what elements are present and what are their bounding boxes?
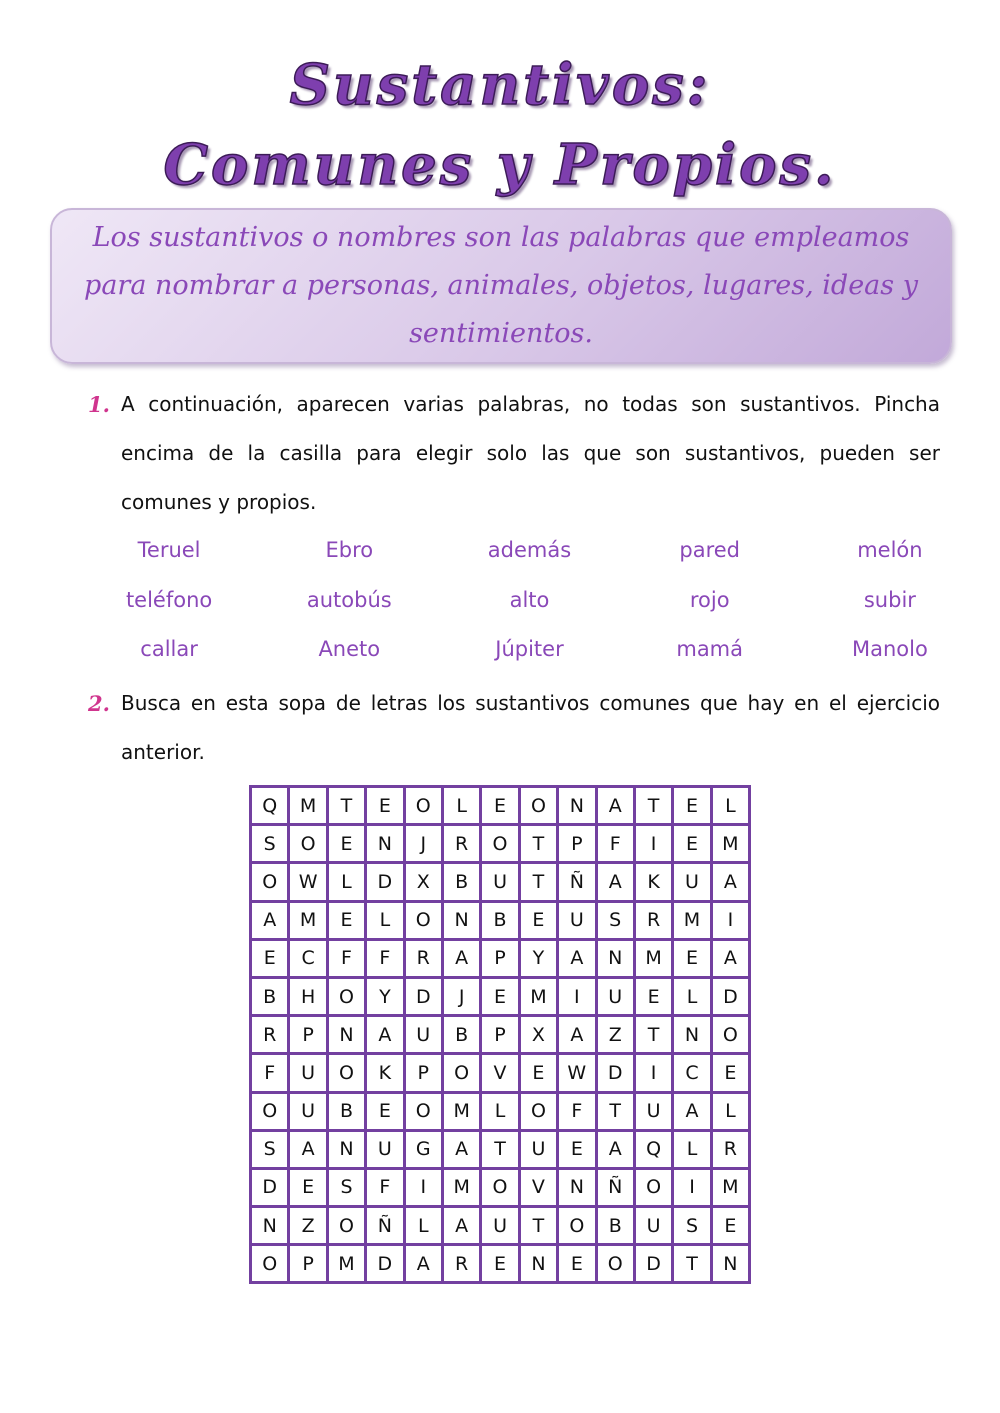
word-search-cell[interactable]: E <box>558 1130 596 1168</box>
word-search-cell[interactable]: N <box>327 1130 365 1168</box>
word-search-cell[interactable]: R <box>404 939 442 977</box>
word-search-cell[interactable]: Q <box>634 1130 672 1168</box>
word-search-cell[interactable]: B <box>251 977 289 1015</box>
word-search-cell[interactable]: D <box>596 1054 634 1092</box>
word-search-row <box>251 1016 750 1054</box>
word-search-cell[interactable]: H <box>289 977 327 1015</box>
word-search-cell[interactable]: A <box>558 939 596 977</box>
word-search-cell[interactable]: E <box>673 787 711 825</box>
word-search-cell[interactable]: R <box>711 1130 749 1168</box>
word-search-cell[interactable]: L <box>673 977 711 1015</box>
exercise-1 <box>88 380 940 527</box>
word-search-cell[interactable]: E <box>289 1168 327 1206</box>
word-choice[interactable]: melón <box>857 538 923 562</box>
word-search-cell[interactable]: R <box>634 901 672 939</box>
word-search-cell[interactable]: M <box>289 787 327 825</box>
word-search-cell[interactable]: U <box>481 1207 519 1245</box>
word-search-cell[interactable]: O <box>404 901 442 939</box>
word-search-cell[interactable]: P <box>481 939 519 977</box>
word-search-cell[interactable]: T <box>634 787 672 825</box>
word-search-row <box>251 1092 750 1130</box>
word-search-cell[interactable]: B <box>481 901 519 939</box>
word-search-cell[interactable]: M <box>711 825 749 863</box>
word-search-cell[interactable]: A <box>442 939 480 977</box>
word-search-row <box>251 901 750 939</box>
word-search-cell[interactable]: S <box>327 1168 365 1206</box>
word-search-row <box>251 1245 750 1283</box>
word-search-cell[interactable]: D <box>251 1168 289 1206</box>
word-search-cell[interactable]: P <box>289 1245 327 1283</box>
word-search-cell[interactable]: O <box>404 1092 442 1130</box>
word-search-cell[interactable]: U <box>634 1092 672 1130</box>
word-choice[interactable]: autobús <box>306 587 392 612</box>
word-search-cell[interactable]: T <box>673 1245 711 1283</box>
word-search-cell[interactable]: L <box>327 863 365 901</box>
word-choice[interactable]: Ebro <box>325 538 374 562</box>
word-search-cell[interactable]: D <box>634 1245 672 1283</box>
word-search-cell[interactable]: R <box>442 825 480 863</box>
word-search-cell[interactable]: J <box>442 977 480 1015</box>
word-search-cell[interactable]: Ñ <box>558 863 596 901</box>
word-search-cell[interactable]: M <box>442 1092 480 1130</box>
word-search-cell[interactable]: E <box>327 825 365 863</box>
word-search-cell[interactable]: O <box>289 825 327 863</box>
word-search-grid <box>249 785 751 1284</box>
word-search-cell[interactable]: U <box>558 901 596 939</box>
word-choice[interactable]: subir <box>863 587 916 612</box>
word-search-cell[interactable]: F <box>327 939 365 977</box>
word-search-cell[interactable]: O <box>251 863 289 901</box>
word-search-cell[interactable]: A <box>289 1130 327 1168</box>
definition-text: Los sustantivos o nombres son las palabras que empleamos para nombrar a personas, animales, objetos, lugares, ideas y sentimientos. <box>84 222 918 349</box>
word-search-cell[interactable]: T <box>327 787 365 825</box>
word-search-cell[interactable]: W <box>289 863 327 901</box>
word-choice[interactable]: además <box>487 538 572 562</box>
word-search-cell[interactable]: F <box>366 939 404 977</box>
word-search-cell[interactable]: Q <box>251 787 289 825</box>
word-choice[interactable]: callar <box>140 637 198 661</box>
word-search-cell[interactable]: O <box>327 1054 365 1092</box>
word-search-cell[interactable]: L <box>673 1130 711 1168</box>
word-search-cell[interactable]: C <box>673 1054 711 1092</box>
word-search-cell[interactable]: Z <box>596 1016 634 1054</box>
word-search-row <box>251 1130 750 1168</box>
word-search-cell[interactable]: E <box>481 1245 519 1283</box>
page-title-line-1: Sustantivos: <box>289 52 711 118</box>
word-search-cell[interactable]: E <box>673 825 711 863</box>
word-search-cell[interactable]: R <box>442 1245 480 1283</box>
word-search-cell[interactable]: E <box>673 939 711 977</box>
word-search-cell[interactable]: E <box>366 787 404 825</box>
word-search-cell[interactable]: U <box>366 1130 404 1168</box>
word-search-cell[interactable]: M <box>673 901 711 939</box>
word-choice[interactable]: pared <box>679 538 740 562</box>
word-search-cell[interactable]: K <box>634 863 672 901</box>
exercise-1-number: 1. <box>88 392 110 417</box>
word-search-row <box>251 863 750 901</box>
exercise-1-instructions: A continuación, aparecen varias palabras, no todas son sustantivos. Pincha encima de la casilla para elegir solo las que son sustantivos, pueden ser comunes y propios. <box>121 392 940 514</box>
word-search-cell[interactable]: J <box>404 825 442 863</box>
word-search-cell[interactable]: O <box>481 825 519 863</box>
word-search-cell[interactable]: N <box>519 1245 557 1283</box>
word-search-cell[interactable]: E <box>327 901 365 939</box>
word-search-row <box>251 1207 750 1245</box>
word-search-cell[interactable]: W <box>558 1054 596 1092</box>
word-search-row <box>251 939 750 977</box>
word-search-cell[interactable]: U <box>519 1130 557 1168</box>
word-search-cell[interactable]: I <box>558 977 596 1015</box>
word-search-cell[interactable]: A <box>596 1130 634 1168</box>
word-choice[interactable]: Aneto <box>318 637 381 661</box>
word-search-cell[interactable]: N <box>711 1245 749 1283</box>
word-search-cell[interactable]: E <box>251 939 289 977</box>
word-search-cell[interactable]: M <box>442 1168 480 1206</box>
word-search-cell[interactable]: A <box>596 787 634 825</box>
word-search-cell[interactable]: N <box>442 901 480 939</box>
word-search-cell[interactable]: A <box>366 1016 404 1054</box>
exercise-2 <box>88 679 940 777</box>
word-search-cell[interactable]: S <box>673 1207 711 1245</box>
word-search-cell[interactable]: A <box>558 1016 596 1054</box>
word-search-cell[interactable]: D <box>366 863 404 901</box>
word-search-cell[interactable]: N <box>251 1207 289 1245</box>
word-search-cell[interactable]: O <box>251 1092 289 1130</box>
word-search-cell[interactable]: V <box>519 1168 557 1206</box>
word-search-cell[interactable]: E <box>711 1207 749 1245</box>
word-search-cell[interactable]: A <box>442 1130 480 1168</box>
word-choice[interactable]: teléfono <box>125 587 213 612</box>
word-search-cell[interactable]: E <box>519 1054 557 1092</box>
word-search-cell[interactable]: I <box>634 825 672 863</box>
word-search-cell[interactable]: I <box>673 1168 711 1206</box>
word-search-cell[interactable]: N <box>366 825 404 863</box>
word-search-cell[interactable]: B <box>327 1092 365 1130</box>
word-search-cell[interactable]: E <box>634 977 672 1015</box>
word-search-cell[interactable]: O <box>558 1207 596 1245</box>
word-search-cell[interactable]: F <box>596 825 634 863</box>
word-search-cell[interactable]: M <box>289 901 327 939</box>
word-search-cell[interactable]: I <box>404 1168 442 1206</box>
word-search-cell[interactable]: Y <box>519 939 557 977</box>
word-search-cell[interactable]: F <box>251 1054 289 1092</box>
word-search-cell[interactable]: T <box>596 1092 634 1130</box>
word-search-cell[interactable]: L <box>711 1092 749 1130</box>
word-search-cell[interactable]: O <box>711 1016 749 1054</box>
word-search-cell[interactable]: A <box>711 939 749 977</box>
word-search-cell[interactable]: C <box>289 939 327 977</box>
word-search-cell[interactable]: B <box>442 863 480 901</box>
word-search-cell[interactable]: B <box>442 1016 480 1054</box>
word-search-cell[interactable]: P <box>558 825 596 863</box>
word-search-cell[interactable]: P <box>404 1054 442 1092</box>
word-search-cell[interactable]: E <box>366 1092 404 1130</box>
word-search-cell[interactable]: A <box>596 863 634 901</box>
word-search-cell[interactable]: U <box>673 863 711 901</box>
word-search-cell[interactable]: A <box>404 1245 442 1283</box>
word-search-cell[interactable]: T <box>519 863 557 901</box>
word-search-cell[interactable]: N <box>673 1016 711 1054</box>
word-search-row <box>251 825 750 863</box>
word-search-cell[interactable]: D <box>711 977 749 1015</box>
word-search-cell[interactable]: O <box>442 1054 480 1092</box>
word-search-cell[interactable]: N <box>596 939 634 977</box>
word-search-cell[interactable]: D <box>366 1245 404 1283</box>
word-search-cell[interactable]: U <box>481 863 519 901</box>
word-choice[interactable]: mamá <box>676 637 744 661</box>
word-search-cell[interactable]: A <box>711 863 749 901</box>
word-search-cell[interactable]: K <box>366 1054 404 1092</box>
word-search-cell[interactable]: L <box>442 787 480 825</box>
word-search-cell[interactable]: M <box>519 977 557 1015</box>
word-search-cell[interactable]: U <box>596 977 634 1015</box>
word-choice-grid <box>79 526 980 675</box>
word-choice[interactable]: alto <box>509 587 550 612</box>
definition-box <box>50 208 952 364</box>
word-search-cell[interactable]: E <box>711 1054 749 1092</box>
word-search-cell[interactable]: S <box>251 1130 289 1168</box>
word-search-cell[interactable]: Y <box>366 977 404 1015</box>
word-search-row <box>251 1168 750 1206</box>
word-search-cell[interactable]: N <box>327 1016 365 1054</box>
word-search-cell[interactable]: E <box>558 1245 596 1283</box>
word-search-cell[interactable]: O <box>404 787 442 825</box>
word-search-cell[interactable]: O <box>634 1168 672 1206</box>
word-search-cell[interactable]: A <box>673 1092 711 1130</box>
word-search-cell[interactable]: T <box>519 825 557 863</box>
word-search-cell[interactable]: M <box>634 939 672 977</box>
page-title-line-2: Comunes y Propios. <box>163 132 837 198</box>
word-search-cell[interactable]: U <box>289 1092 327 1130</box>
word-search-cell[interactable]: L <box>366 901 404 939</box>
word-search-cell[interactable]: O <box>596 1245 634 1283</box>
word-search-cell[interactable]: Z <box>289 1207 327 1245</box>
word-search-cell[interactable]: X <box>404 863 442 901</box>
word-search-cell[interactable]: U <box>404 1016 442 1054</box>
word-search-cell[interactable]: V <box>481 1054 519 1092</box>
word-search-cell[interactable]: L <box>711 787 749 825</box>
word-search-cell[interactable]: I <box>711 901 749 939</box>
word-choice[interactable]: rojo <box>689 587 730 612</box>
word-search-cell[interactable]: P <box>289 1016 327 1054</box>
word-search-cell[interactable]: M <box>327 1245 365 1283</box>
word-search-cell[interactable]: R <box>251 1016 289 1054</box>
word-search-cell[interactable]: O <box>251 1245 289 1283</box>
word-choice[interactable]: Júpiter <box>495 637 564 661</box>
exercise-2-instructions: Busca en esta sopa de letras los sustantivos comunes que hay en el ejercicio anterior. <box>121 691 940 764</box>
word-search-cell[interactable]: F <box>366 1168 404 1206</box>
word-search-cell[interactable]: O <box>327 977 365 1015</box>
word-search-cell[interactable]: I <box>634 1054 672 1092</box>
word-search-cell[interactable]: Ñ <box>596 1168 634 1206</box>
word-search-cell[interactable]: P <box>481 1016 519 1054</box>
word-search-cell[interactable]: M <box>711 1168 749 1206</box>
word-search-cell[interactable]: T <box>519 1207 557 1245</box>
word-choice[interactable]: Manolo <box>851 637 928 661</box>
word-search-cell[interactable]: E <box>481 977 519 1015</box>
word-search-cell[interactable]: S <box>251 825 289 863</box>
word-search-cell[interactable]: E <box>481 787 519 825</box>
word-search-cell[interactable]: L <box>404 1207 442 1245</box>
word-search-cell[interactable]: G <box>404 1130 442 1168</box>
exercise-2-number: 2. <box>88 691 110 716</box>
word-search-cell[interactable]: O <box>519 1092 557 1130</box>
word-search-cell[interactable]: A <box>251 901 289 939</box>
word-search-cell[interactable]: S <box>596 901 634 939</box>
word-search-cell[interactable]: X <box>519 1016 557 1054</box>
word-search-cell[interactable]: A <box>442 1207 480 1245</box>
word-search-cell[interactable]: B <box>596 1207 634 1245</box>
word-search-cell[interactable]: O <box>327 1207 365 1245</box>
word-search-cell[interactable]: O <box>481 1168 519 1206</box>
word-search-row <box>251 1054 750 1092</box>
word-search-cell[interactable]: O <box>519 787 557 825</box>
word-search-row <box>251 787 750 825</box>
word-search-cell[interactable]: L <box>481 1092 519 1130</box>
word-search-cell[interactable]: U <box>634 1207 672 1245</box>
word-search-cell[interactable]: E <box>519 901 557 939</box>
word-search-row <box>251 977 750 1015</box>
word-search-cell[interactable]: D <box>404 977 442 1015</box>
word-search-cell[interactable]: T <box>481 1130 519 1168</box>
word-choice[interactable]: Teruel <box>137 538 201 562</box>
word-search-cell[interactable]: U <box>289 1054 327 1092</box>
word-search-cell[interactable]: T <box>634 1016 672 1054</box>
word-search-cell[interactable]: N <box>558 1168 596 1206</box>
word-search-cell[interactable]: Ñ <box>366 1207 404 1245</box>
word-search-cell[interactable]: N <box>558 787 596 825</box>
word-search-cell[interactable]: F <box>558 1092 596 1130</box>
